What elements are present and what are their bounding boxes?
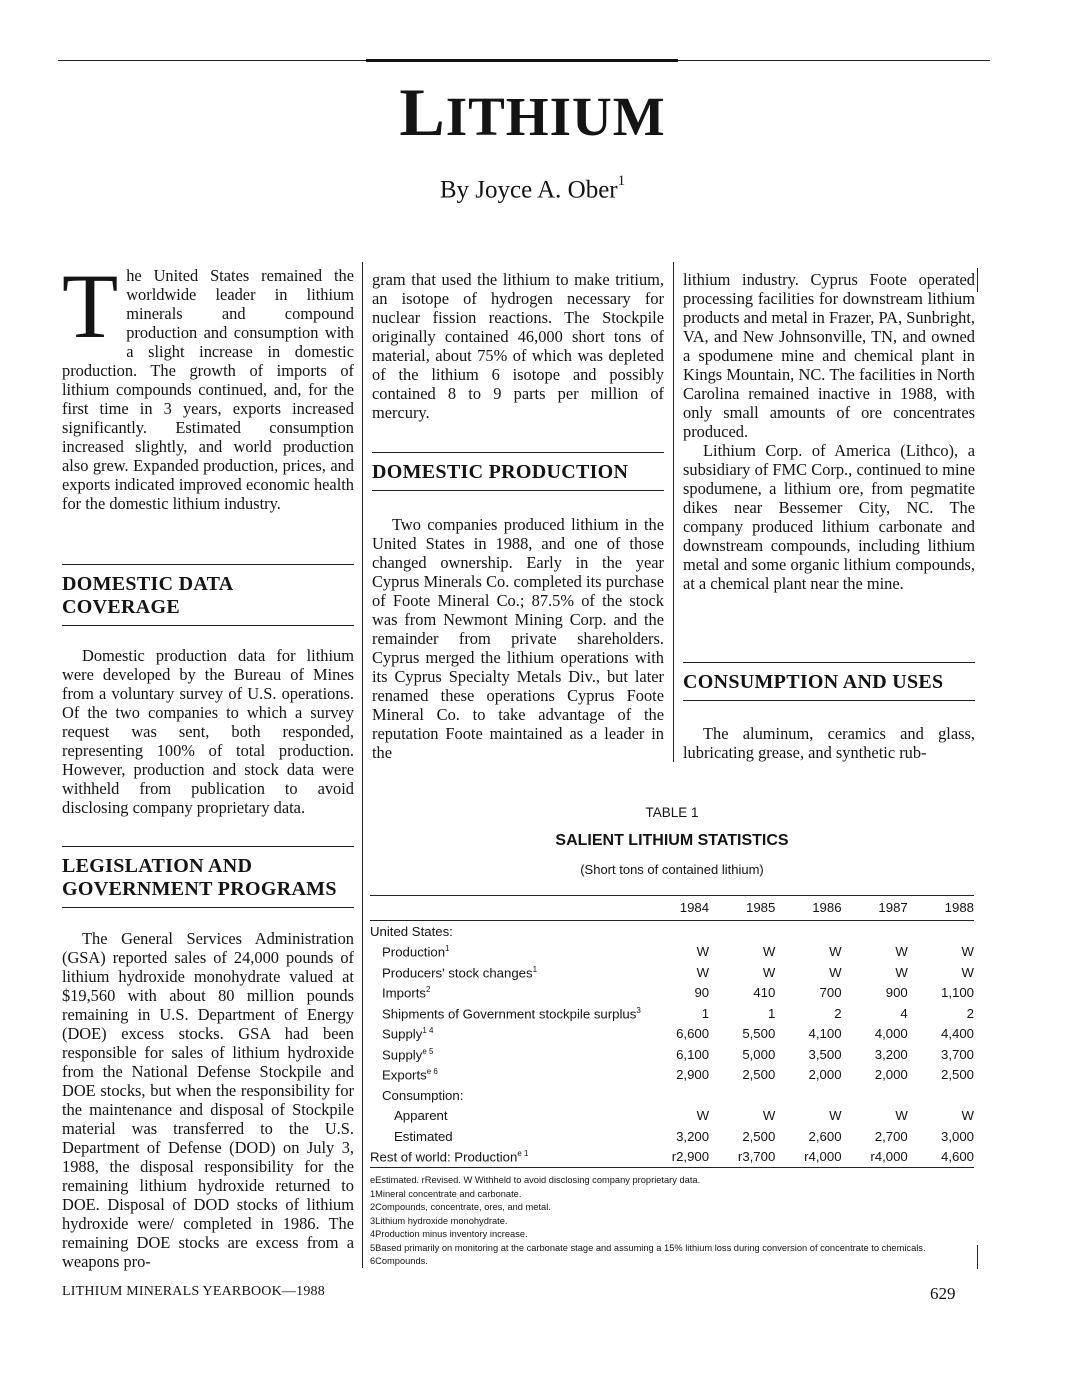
table-cell: 3,200 xyxy=(676,1128,710,1144)
table-cell: r2,900 xyxy=(643,1147,709,1168)
legislation-text: The General Services Administration (GSA) reported sales of 24,000 pounds of lithium hydroxide monohydrate valued at $19,560 with about 80 million pounds remaining in U.S. Department of Energy (DOE) excess stocks. GSA had been responsible for sales of lithium hydroxide from the National Defense Stockpile and DOE stocks, but when the responsibility for the maintenance and disposal of Stockpile material was transferred to the U.S. Department of Defense (DOD) on July 3, 1988, the disposal responsibility for the remaining lithium hydroxide returned to DOE. Disposal of DOD stocks of lithium hydroxide were/ completed in 1986. The remaining DOE stocks are excess from a weapons pro- xyxy=(62,929,354,1271)
table-cell xyxy=(842,1085,908,1106)
table-cell: W xyxy=(762,1108,776,1124)
table-row xyxy=(370,1085,974,1106)
row-label: Exports$^{e 6}$ xyxy=(382,1067,438,1083)
table-cell: 6,600 xyxy=(676,1026,710,1042)
table-cell: 4,400 xyxy=(940,1026,974,1042)
table-cell xyxy=(709,1085,775,1106)
table-cell: 410 xyxy=(753,985,776,1001)
footnote: 1Mineral concentrate and carbonate. xyxy=(370,1188,522,1199)
table-cell xyxy=(775,1085,841,1106)
section-heading-consumption: CONSUMPTION AND USES xyxy=(683,662,975,701)
table-row xyxy=(370,962,974,983)
table-cell: 1,100 xyxy=(940,985,974,1001)
table-cell xyxy=(643,921,709,942)
table-cell xyxy=(842,921,908,942)
table-cell: W xyxy=(829,964,842,980)
table-cell: W xyxy=(762,964,776,980)
table-cell: W xyxy=(961,944,974,960)
table-cell: W xyxy=(696,1108,710,1124)
table-row xyxy=(370,1024,974,1045)
column-1 xyxy=(62,255,354,513)
table-cell: 5,000 xyxy=(742,1046,776,1062)
row-label: Rest of world: Production$^{e 1}$ xyxy=(370,1147,643,1168)
table-cell: W xyxy=(895,944,908,960)
row-label: Supply$^{1 4}$ xyxy=(382,1026,434,1042)
row-label: Supply$^{e 5}$ xyxy=(382,1046,434,1062)
section-heading-data-coverage: DOMESTIC DATA COVERAGE xyxy=(62,564,354,626)
column-divider-2 xyxy=(673,262,674,762)
table-cell: 2,600 xyxy=(808,1128,842,1144)
table-cell: r4,000 xyxy=(775,1147,841,1168)
table-cell: 4 xyxy=(900,1005,908,1021)
table-row xyxy=(370,942,974,963)
table-row xyxy=(370,1065,974,1086)
table-cell: 1 xyxy=(701,1005,710,1021)
table-cell: W xyxy=(895,1108,908,1124)
right-edge-rule-bottom xyxy=(977,1245,978,1269)
footnote: 3Lithium hydroxide monohydrate. xyxy=(370,1215,508,1226)
column-2: gram that used the lithium to make tritium, an isotope of hydrogen necessary for nuclear fission reactions. The Stockpile originally contained 46,000 short tons of material, about 75% of which was depleted of the lithium 6 isotope and possibly contained 8 to 9 parts per million of mercury. xyxy=(372,270,664,422)
table-cell: 900 xyxy=(885,985,908,1001)
page-number: 629 xyxy=(930,1284,956,1303)
table-row xyxy=(370,983,974,1004)
page-title: LITHIUM xyxy=(399,74,666,150)
table-cell xyxy=(709,921,775,942)
table-cell: 2,000 xyxy=(808,1067,842,1083)
table-cell: W xyxy=(696,964,710,980)
table-cell xyxy=(643,1085,709,1106)
row-label: Producers' stock changes$^1$ xyxy=(382,964,538,980)
table-footnotes xyxy=(370,1174,974,1269)
intro-paragraph: The United States remained the worldwide leader in lithium minerals and compound production and consumption with a slight increase in domestic production. The growth of imports of lithium compounds continued, and, for the first time in 3 years, exports increased significantly. Estimated consumption increased slightly, and world production also grew. Expanded production, prices, and exports indicated improved economic health for the domestic lithium industry. xyxy=(62,255,354,513)
table-row xyxy=(370,1044,974,1065)
table-title: SALIENT LITHIUM STATISTICS xyxy=(555,832,789,849)
table-cell: 6,100 xyxy=(676,1046,710,1062)
table-cell: 4,000 xyxy=(874,1026,908,1042)
column-divider-1 xyxy=(362,262,363,1268)
row-label: Imports$^2$ xyxy=(382,985,431,1001)
byline: By Joyce A. Ober$^1$ xyxy=(439,173,626,204)
table-cell: 2 xyxy=(966,1005,974,1021)
table-cell: 90 xyxy=(694,985,710,1001)
stats-table xyxy=(370,895,974,1168)
year-header: 1986 xyxy=(775,896,841,921)
domestic-production-text: Two companies produced lithium in the United States in 1988, and one of those changed ownership. Early in the year Cyprus Minerals Co. completed its purchase of Foote Mineral Co.; 87.5% of the stock was from Newmont Mining Corp. and the remainder from private shareholders. Cyprus merged the lithium operations with its Cyprus Specialty Metals Div., but later renamed these operations Cyprus Foote Mineral Co. to take advantage of the reputation Foote maintained as a leader in the xyxy=(372,515,664,762)
drop-cap: T xyxy=(62,255,119,357)
table-cell: 5,500 xyxy=(742,1026,776,1042)
table-cell: r4,000 xyxy=(842,1147,908,1168)
table-cell: 3,000 xyxy=(940,1128,974,1144)
footnote: eEstimated. rRevised. W Withheld to avoid disclosing company proprietary data. xyxy=(370,1175,701,1185)
table-header-row xyxy=(370,896,974,921)
table-cell: W xyxy=(895,964,908,980)
right-edge-rule xyxy=(977,268,978,292)
table-cell: 2,500 xyxy=(742,1067,776,1083)
title-rule xyxy=(366,59,678,62)
year-header: 1988 xyxy=(908,896,974,921)
row-label: Apparent xyxy=(394,1108,448,1124)
table-cell xyxy=(908,921,974,942)
table-cell: 4,600 xyxy=(908,1147,974,1168)
table-cell: 3,200 xyxy=(874,1046,908,1062)
year-header: 1984 xyxy=(643,896,709,921)
footer-publication: LITHIUM MINERALS YEARBOOK—1988 xyxy=(62,1284,325,1299)
year-header: 1987 xyxy=(842,896,908,921)
table-row xyxy=(370,1147,974,1168)
section-heading-legislation: LEGISLATION AND GOVERNMENT PROGRAMS xyxy=(62,846,354,908)
year-header: 1985 xyxy=(709,896,775,921)
table-label: TABLE 1 xyxy=(645,805,699,820)
table-subtitle: (Short tons of contained lithium) xyxy=(580,862,764,877)
table-cell: W xyxy=(762,944,776,960)
table-cell: W xyxy=(696,944,710,960)
table-cell: 1 xyxy=(767,1005,776,1021)
table-cell: 2,900 xyxy=(676,1067,710,1083)
row-label: Shipments of Government stockpile surplus$^3$ xyxy=(382,1005,641,1021)
table-cell: 2 xyxy=(834,1005,842,1021)
column-3: lithium industry. Cyprus Foote operated processing facilities for downstream lithium products and metal in Frazer, PA, Sunbright, VA, and New Johnsonville, TN, and owned a spodumene mine and chemical plant in Kings Mountain, NC. The facilities in North Carolina remained inactive in 1988, with only small amounts of ore concentrates produced. Lithium Corp. of America (Lithco), a subsidiary of FMC Corp., continued to mine spodumene, a lithium ore, from pegmatite dikes near Bessemer City, NC. The company produced lithium carbonate and downstream compounds, including lithium metal and some organic lithium compounds, at a chemical plant near the mine. xyxy=(683,270,975,593)
table-row xyxy=(370,921,974,942)
footnote: 2Compounds, concentrate, ores, and metal. xyxy=(370,1202,551,1212)
row-label: United States: xyxy=(370,923,453,939)
table-cell: 700 xyxy=(819,985,842,1001)
table-cell: W xyxy=(829,944,842,960)
table-cell: 2,500 xyxy=(940,1067,974,1083)
table-cell xyxy=(908,1085,974,1106)
section-heading-domestic-production: DOMESTIC PRODUCTION xyxy=(372,452,664,491)
footnote: 5Based primarily on monitoring at the carbonate stage and assuming a 15% lithium loss during conversion of concentrate to chemicals. xyxy=(370,1242,926,1253)
table-cell xyxy=(775,921,841,942)
data-coverage-text: Domestic production data for lithium were developed by the Bureau of Mines from a voluntary survey of U.S. operations. Of the two companies to which a survey request was sent, both responded, representing 100% of total production. However, production and stock data were withheld from publication to avoid disclosing company proprietary data. xyxy=(62,646,354,817)
table-cell: 2,000 xyxy=(874,1067,908,1083)
table-cell: 2,700 xyxy=(874,1128,908,1144)
footnote: 4Production minus inventory increase. xyxy=(370,1229,528,1239)
footnote: 6Compounds. xyxy=(370,1256,428,1266)
table-cell: r3,700 xyxy=(709,1147,775,1168)
table-row xyxy=(370,1106,974,1127)
table-cell: W xyxy=(961,964,974,980)
table-cell: 4,100 xyxy=(808,1026,842,1042)
table-cell: W xyxy=(961,1108,974,1124)
row-label: Production$^1$ xyxy=(382,944,450,960)
table-cell: W xyxy=(829,1108,842,1124)
row-label: Consumption: xyxy=(382,1087,464,1103)
consumption-text: The aluminum, ceramics and glass, lubricating grease, and synthetic rub- xyxy=(683,724,975,762)
table-cell: 2,500 xyxy=(742,1128,776,1144)
table-cell: 3,700 xyxy=(940,1046,974,1062)
row-label: Estimated xyxy=(394,1128,453,1144)
table-row xyxy=(370,1003,974,1024)
salient-statistics-table xyxy=(370,805,974,1269)
table-row xyxy=(370,1126,974,1147)
table-cell: 3,500 xyxy=(808,1046,842,1062)
